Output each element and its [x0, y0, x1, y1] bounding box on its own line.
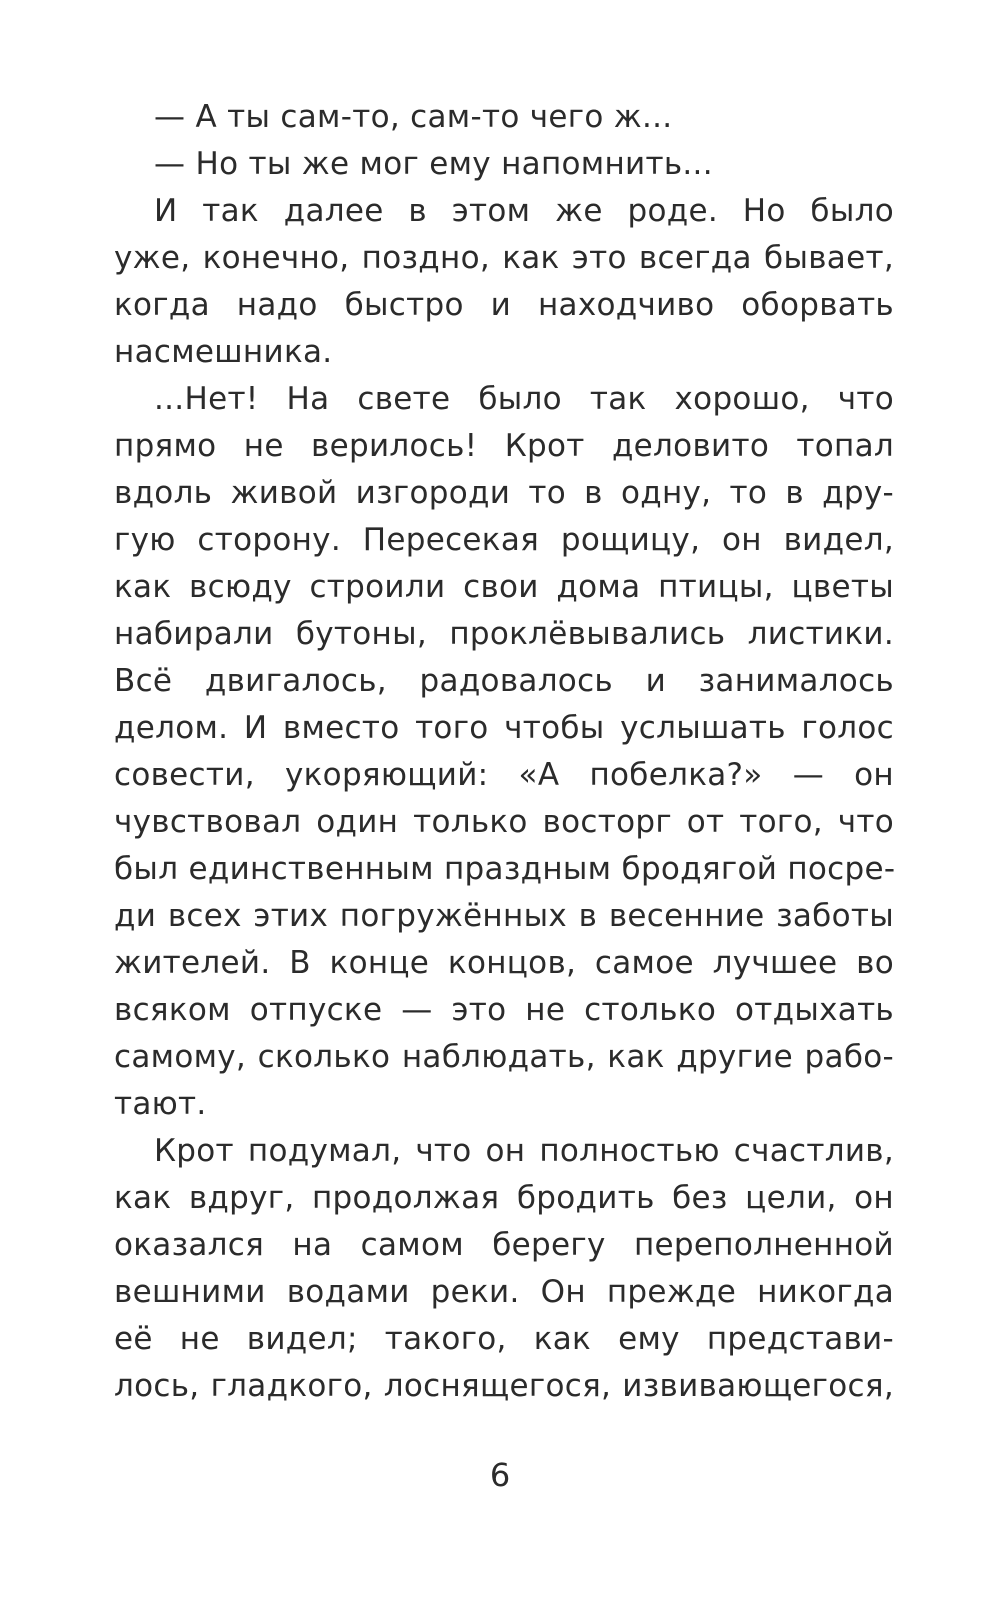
- dialogue-line: — А ты сам-то, сам-то чего ж...: [154, 99, 673, 135]
- text-line: вдоль живой изгороди то в одну, то в дру-: [114, 475, 894, 511]
- text-line: всяком отпуске — это не столько отдыхать: [114, 992, 894, 1028]
- text-line: насмешника.: [114, 334, 333, 370]
- text-line: ди всех этих погружённых в весенние заботы: [114, 898, 894, 934]
- text-line: ...Нет! На свете было так хорошо, что: [154, 381, 894, 417]
- text-line: оказался на самом берегу переполненной: [114, 1227, 894, 1263]
- text-line: её не видел; такого, как ему представи-: [114, 1321, 894, 1357]
- text-line: жителей. В конце концов, самое лучшее во: [114, 945, 894, 981]
- page-number: 6: [489, 1456, 511, 1494]
- text-line: как вдруг, продолжая бродить без цели, он: [114, 1180, 894, 1216]
- text-line: Крот подумал, что он полностью счастлив,: [154, 1133, 894, 1169]
- text-line: Всё двигалось, радовалось и занималось: [114, 663, 894, 699]
- text-line: когда надо быстро и находчиво оборвать: [114, 287, 894, 323]
- dialogue-line: — Но ты же мог ему напомнить...: [154, 146, 713, 182]
- text-line: И так далее в этом же роде. Но было: [154, 193, 894, 229]
- text-line: чувствовал один только восторг от того, что: [114, 804, 894, 840]
- text-line: был единственным праздным бродягой посре-: [114, 851, 896, 887]
- text-line: вешними водами реки. Он прежде никогда: [114, 1274, 894, 1310]
- text-line: делом. И вместо того чтобы услышать голос: [114, 710, 894, 746]
- text-line: тают.: [114, 1086, 207, 1122]
- text-line: самому, сколько наблюдать, как другие рабо-: [114, 1039, 894, 1075]
- text-line: уже, конечно, поздно, как это всегда бывает,: [114, 240, 894, 276]
- text-line: набирали бутоны, проклёвывались листики.: [114, 616, 894, 652]
- text-line: прямо не верилось! Крот деловито топал: [114, 428, 894, 464]
- text-line: как всюду строили свои дома птицы, цветы: [114, 569, 894, 605]
- text-line: гую сторону. Пересекая рощицу, он видел,: [114, 522, 894, 558]
- text-line: совести, укоряющий: «А побелка?» — он: [114, 757, 894, 793]
- text-line: лось, гладкого, лоснящегося, извивающегося,: [114, 1368, 894, 1404]
- body-text: [114, 94, 894, 1410]
